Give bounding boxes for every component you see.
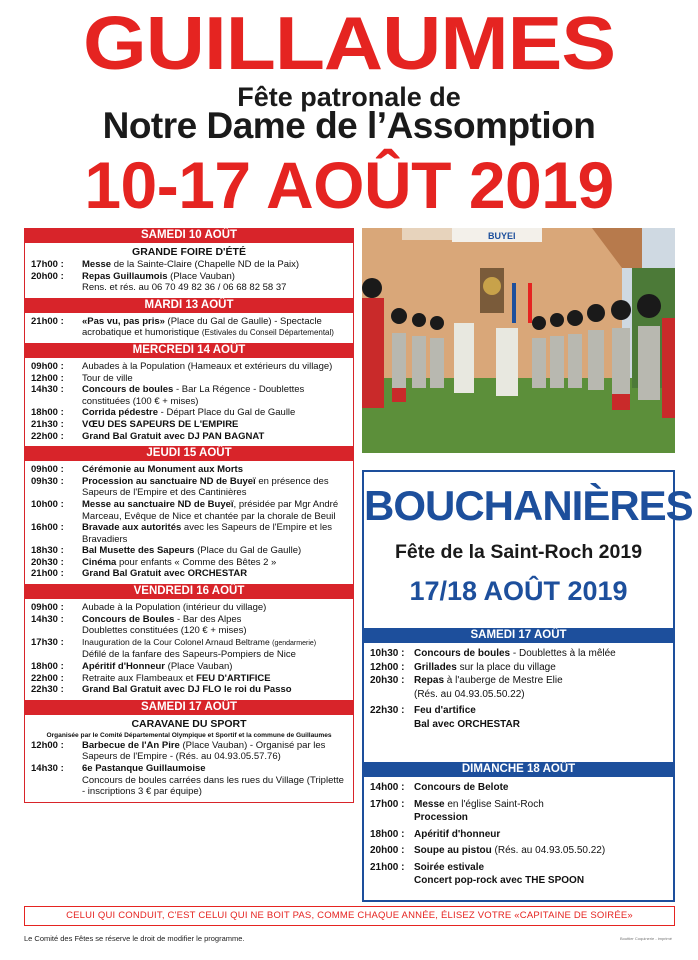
event-detail: - Bar La Régence - Doublettes constituées (100 € + mises)	[82, 384, 305, 407]
event	[31, 419, 347, 431]
event-name: Repas Guillaumois	[82, 270, 168, 282]
event	[31, 614, 347, 637]
event	[31, 316, 347, 339]
event-detail-2: Concert pop-rock avec THE SPOON	[414, 875, 585, 886]
event-name: Barbecue de l'An Pire	[82, 739, 180, 751]
event-detail: - Doublettes à la mêlée	[510, 648, 616, 659]
event-name: Procession au sanctuaire ND de Buyeï	[82, 475, 256, 487]
day-header: SAMEDI 17 AOÛT	[364, 628, 673, 643]
event-detail: en présence des Sapeurs de l'Empire et des Cantinières	[82, 475, 329, 499]
event-name: Messe	[82, 259, 112, 270]
day-header: DIMANCHE 18 AOÛT	[364, 762, 673, 777]
event	[31, 407, 347, 419]
event-detail-2: Défilé de la fanfare des Sapeurs-Pompiers de Nice	[82, 649, 296, 661]
event	[31, 684, 347, 696]
event-name: Grand Bal Gratuit avec DJ PAN BAGNAT	[82, 430, 265, 442]
day-section	[24, 599, 354, 700]
event-note: (gendarmerie)	[272, 639, 317, 647]
event-time: 21h30 :	[31, 418, 64, 430]
event-time: 21h00 :	[370, 861, 405, 873]
section-note: Organisée par le Comité Départemental Olympique et Sportif et la commune de Guillaumes	[46, 731, 332, 739]
disclaimer: Le Comité des Fêtes se réserve le droit de modifier le programme.	[24, 934, 245, 943]
event-name: FEU D'ARTIFICE	[196, 672, 271, 684]
event	[31, 557, 347, 569]
event-time: 10h30 :	[370, 648, 405, 659]
event-detail-2: Bal avec ORCHESTAR	[414, 718, 520, 730]
event	[370, 647, 667, 661]
event-time: 14h30 :	[31, 613, 64, 625]
event-name: Grand Bal Gratuit avec ORCHESTAR	[82, 568, 248, 580]
event-time: 16h00 :	[31, 522, 64, 534]
event-name: 6e Pastanque Guillaumoise	[82, 763, 206, 774]
event	[31, 476, 347, 499]
event-detail: Aubade à la Population (intérieur du village)	[82, 602, 267, 614]
event	[31, 673, 347, 685]
event-time: 14h30 :	[31, 384, 64, 396]
event	[31, 522, 347, 545]
event-time: 17h00 :	[370, 798, 405, 810]
day-section	[24, 358, 354, 446]
event	[370, 781, 667, 795]
section-title: GRANDE FOIRE D'ÉTÉ	[132, 246, 246, 258]
event-time: 17h00 :	[31, 259, 64, 270]
event	[31, 384, 347, 407]
event	[31, 545, 347, 557]
event-detail: , présidée par Mgr André Marceau, Evêque de Nice et chantée par la chorale de Beuil	[82, 498, 339, 522]
event-detail: (Place Vauban)	[167, 270, 235, 282]
event-name: Bal Musette des Sapeurs	[82, 545, 195, 557]
event-detail: (Place du Gal de Gaulle)	[194, 545, 302, 557]
event	[370, 674, 667, 701]
section-title: CARAVANE DU SPORT	[131, 717, 247, 730]
event-name: Soupe au pistou	[414, 845, 492, 856]
event-time: 12h00 :	[370, 661, 405, 673]
event-time: 18h00 :	[31, 661, 64, 673]
day-section	[364, 628, 673, 731]
day-header: VENDREDI 16 AOÛT	[24, 584, 354, 599]
event-name: Apéritif d'honneur	[414, 828, 501, 840]
event	[31, 740, 347, 763]
procession-photo-illustration	[362, 228, 675, 453]
event-detail-2: Rens. et rés. au 06 70 49 82 36 / 06 68 82 58 37	[82, 282, 287, 294]
event	[370, 704, 667, 731]
event-detail: de la Sainte-Claire (Chapelle ND de la Paix)	[111, 259, 300, 270]
event-name: VŒU DES SAPEURS DE L'EMPIRE	[82, 418, 239, 430]
event	[31, 464, 347, 476]
event-name: Concours de Belote	[414, 782, 509, 793]
event	[31, 499, 347, 522]
event-time: 22h00 :	[31, 430, 64, 442]
day-section	[24, 461, 354, 584]
chapel-sign: BUYEI	[488, 231, 516, 241]
event-time: 17h30 :	[31, 636, 64, 648]
event-time: 09h30 :	[31, 475, 64, 487]
safety-slogan: CELUI QUI CONDUIT, C'EST CELUI QUI NE BOIT PAS, COMME CHAQUE ANNÉE, ÉLISEZ VOTRE «CAPITAINE DE SOIRÉE»	[24, 906, 675, 926]
event	[31, 259, 347, 271]
procession-photo	[362, 228, 675, 453]
event-time: 20h30 :	[370, 675, 405, 686]
event-detail: Aubades à la Population (Hameaux et extérieurs du village)	[82, 360, 333, 372]
event-time: 09h00 :	[31, 360, 64, 372]
event-name: Grillades	[414, 661, 457, 673]
event-time: 12h00 :	[31, 372, 64, 384]
event-time: 09h00 :	[31, 464, 64, 476]
day-header: JEUDI 15 AOÛT	[24, 446, 354, 461]
event-time: 21h00 :	[31, 315, 64, 327]
bouchanieres-title: BOUCHANIÈRES	[364, 482, 693, 529]
event	[31, 271, 347, 294]
event-name: Apéritif d'Honneur	[82, 661, 166, 673]
event-note: (Estivales du Conseil Départemental)	[201, 328, 334, 338]
day-header: MERCREDI 14 AOÛT	[24, 343, 354, 358]
event-detail: (Place Vauban)	[165, 661, 233, 673]
event-detail-2: (Rés. au 04.93.05.50.22)	[414, 688, 525, 700]
event-name: Grand Bal Gratuit avec DJ FLO le roi du Passo	[82, 684, 292, 696]
event-time: 22h30 :	[31, 684, 64, 696]
event	[31, 763, 347, 798]
event-name: Messe au sanctuaire ND de Buyeï	[82, 498, 234, 510]
event-time: 12h00 :	[31, 739, 64, 751]
day-section	[364, 762, 673, 888]
bouchanieres-subtitle: Fête de la Saint-Roch 2019	[394, 541, 643, 563]
event-time: 21h00 :	[31, 568, 64, 580]
event	[31, 361, 347, 373]
day-section	[24, 715, 354, 803]
event-detail: - Départ Place du Gal de Gaulle	[158, 407, 296, 419]
event-name: Cérémonie au Monument aux Morts	[82, 464, 243, 476]
event-name: Concours de boules	[82, 384, 174, 396]
poster-subtitle-2: Notre Dame de l’Assomption	[102, 105, 596, 146]
event-detail: Tour de ville	[82, 372, 133, 384]
event	[31, 568, 347, 580]
event-name: «Pas vu, pas pris»	[82, 315, 165, 327]
event-name: Cinéma	[82, 556, 117, 568]
event	[370, 828, 667, 842]
poster-title: GUILLAUMES	[82, 1, 616, 86]
event-time: 14h00 :	[370, 782, 405, 793]
event-name: Concours de boules	[414, 648, 511, 659]
bouchanieres-dates: 17/18 AOÛT 2019	[409, 576, 628, 606]
event-time: 22h00 :	[31, 672, 64, 684]
event	[370, 798, 667, 825]
event-name: Concours de Boules	[82, 613, 175, 625]
event	[370, 844, 667, 858]
event-time: 09h00 :	[31, 602, 64, 614]
day-header: MARDI 13 AOÛT	[24, 298, 354, 313]
event-detail: avec les Sapeurs de l'Empire et les Bravadiers	[82, 522, 332, 545]
event-detail: (Place du Gal de Gaulle) - Spectacle acrobatique et humoristique	[82, 315, 322, 339]
event	[370, 861, 667, 888]
event-time: 22h30 :	[370, 705, 405, 716]
event-name: Bravade aux autorités	[82, 522, 182, 534]
event-time: 18h00 :	[31, 407, 64, 419]
event-time: 14h30 :	[31, 763, 64, 774]
event-time: 20h00 :	[31, 270, 64, 282]
event-name: Repas	[414, 675, 445, 686]
guillaumes-schedule	[24, 228, 354, 803]
event-time: 20h00 :	[370, 845, 405, 856]
event-detail-2: Procession	[414, 812, 468, 823]
event-time: 18h30 :	[31, 545, 64, 557]
event-detail: en l'église Saint-Roch	[444, 798, 544, 810]
event	[31, 661, 347, 673]
event-detail: à l'auberge de Mestre Elie	[444, 675, 563, 686]
event	[370, 661, 667, 675]
event-detail: (Rés. au 04.93.05.50.22)	[491, 845, 606, 856]
event	[31, 373, 347, 385]
event-detail: - Bar des Alpes	[174, 613, 242, 625]
event-detail: (Place Vauban) - Organisé par les Sapeurs de l'Empire - (Rés. au 04.93.05.57.76)	[82, 739, 326, 763]
poster-dates: 10-17 AOÛT 2019	[84, 148, 614, 222]
day-header: SAMEDI 17 AOÛT	[24, 700, 354, 715]
event-time: 10h00 :	[31, 498, 64, 510]
event-name: Corrida pédestre	[82, 407, 159, 419]
printer-credit: Bouttier Coquinerie - imprimé	[619, 936, 672, 941]
event	[31, 602, 347, 614]
day-section	[24, 243, 354, 298]
event-time: 18h00 :	[370, 828, 405, 840]
event-name: Feu d'artifice	[414, 705, 476, 716]
bouchanieres-box	[362, 470, 693, 902]
event-name: Messe	[414, 798, 445, 810]
poster-subtitle-1: Fête patronale de	[237, 82, 461, 112]
event	[31, 431, 347, 443]
day-section	[24, 313, 354, 343]
event-time: 20h30 :	[31, 556, 64, 568]
event-detail-2: Concours de boules carrées dans les rues du Village (Triplette - inscriptions 3 € par équipe)	[82, 774, 344, 798]
event-name: Soirée estivale	[414, 861, 485, 873]
event-detail: Inauguration de la Cour Colonel Arnaud Beltrame	[82, 636, 273, 647]
event	[31, 637, 347, 661]
event-detail-2: Doublettes constituées (120 € + mises)	[82, 625, 247, 637]
event-detail: sur la place du village	[456, 661, 556, 673]
event-detail: Retraite aux Flambeaux et	[82, 672, 197, 684]
day-header: SAMEDI 10 AOÛT	[24, 228, 354, 243]
event-detail: pour enfants « Comme des Bêtes 2 »	[116, 556, 277, 568]
